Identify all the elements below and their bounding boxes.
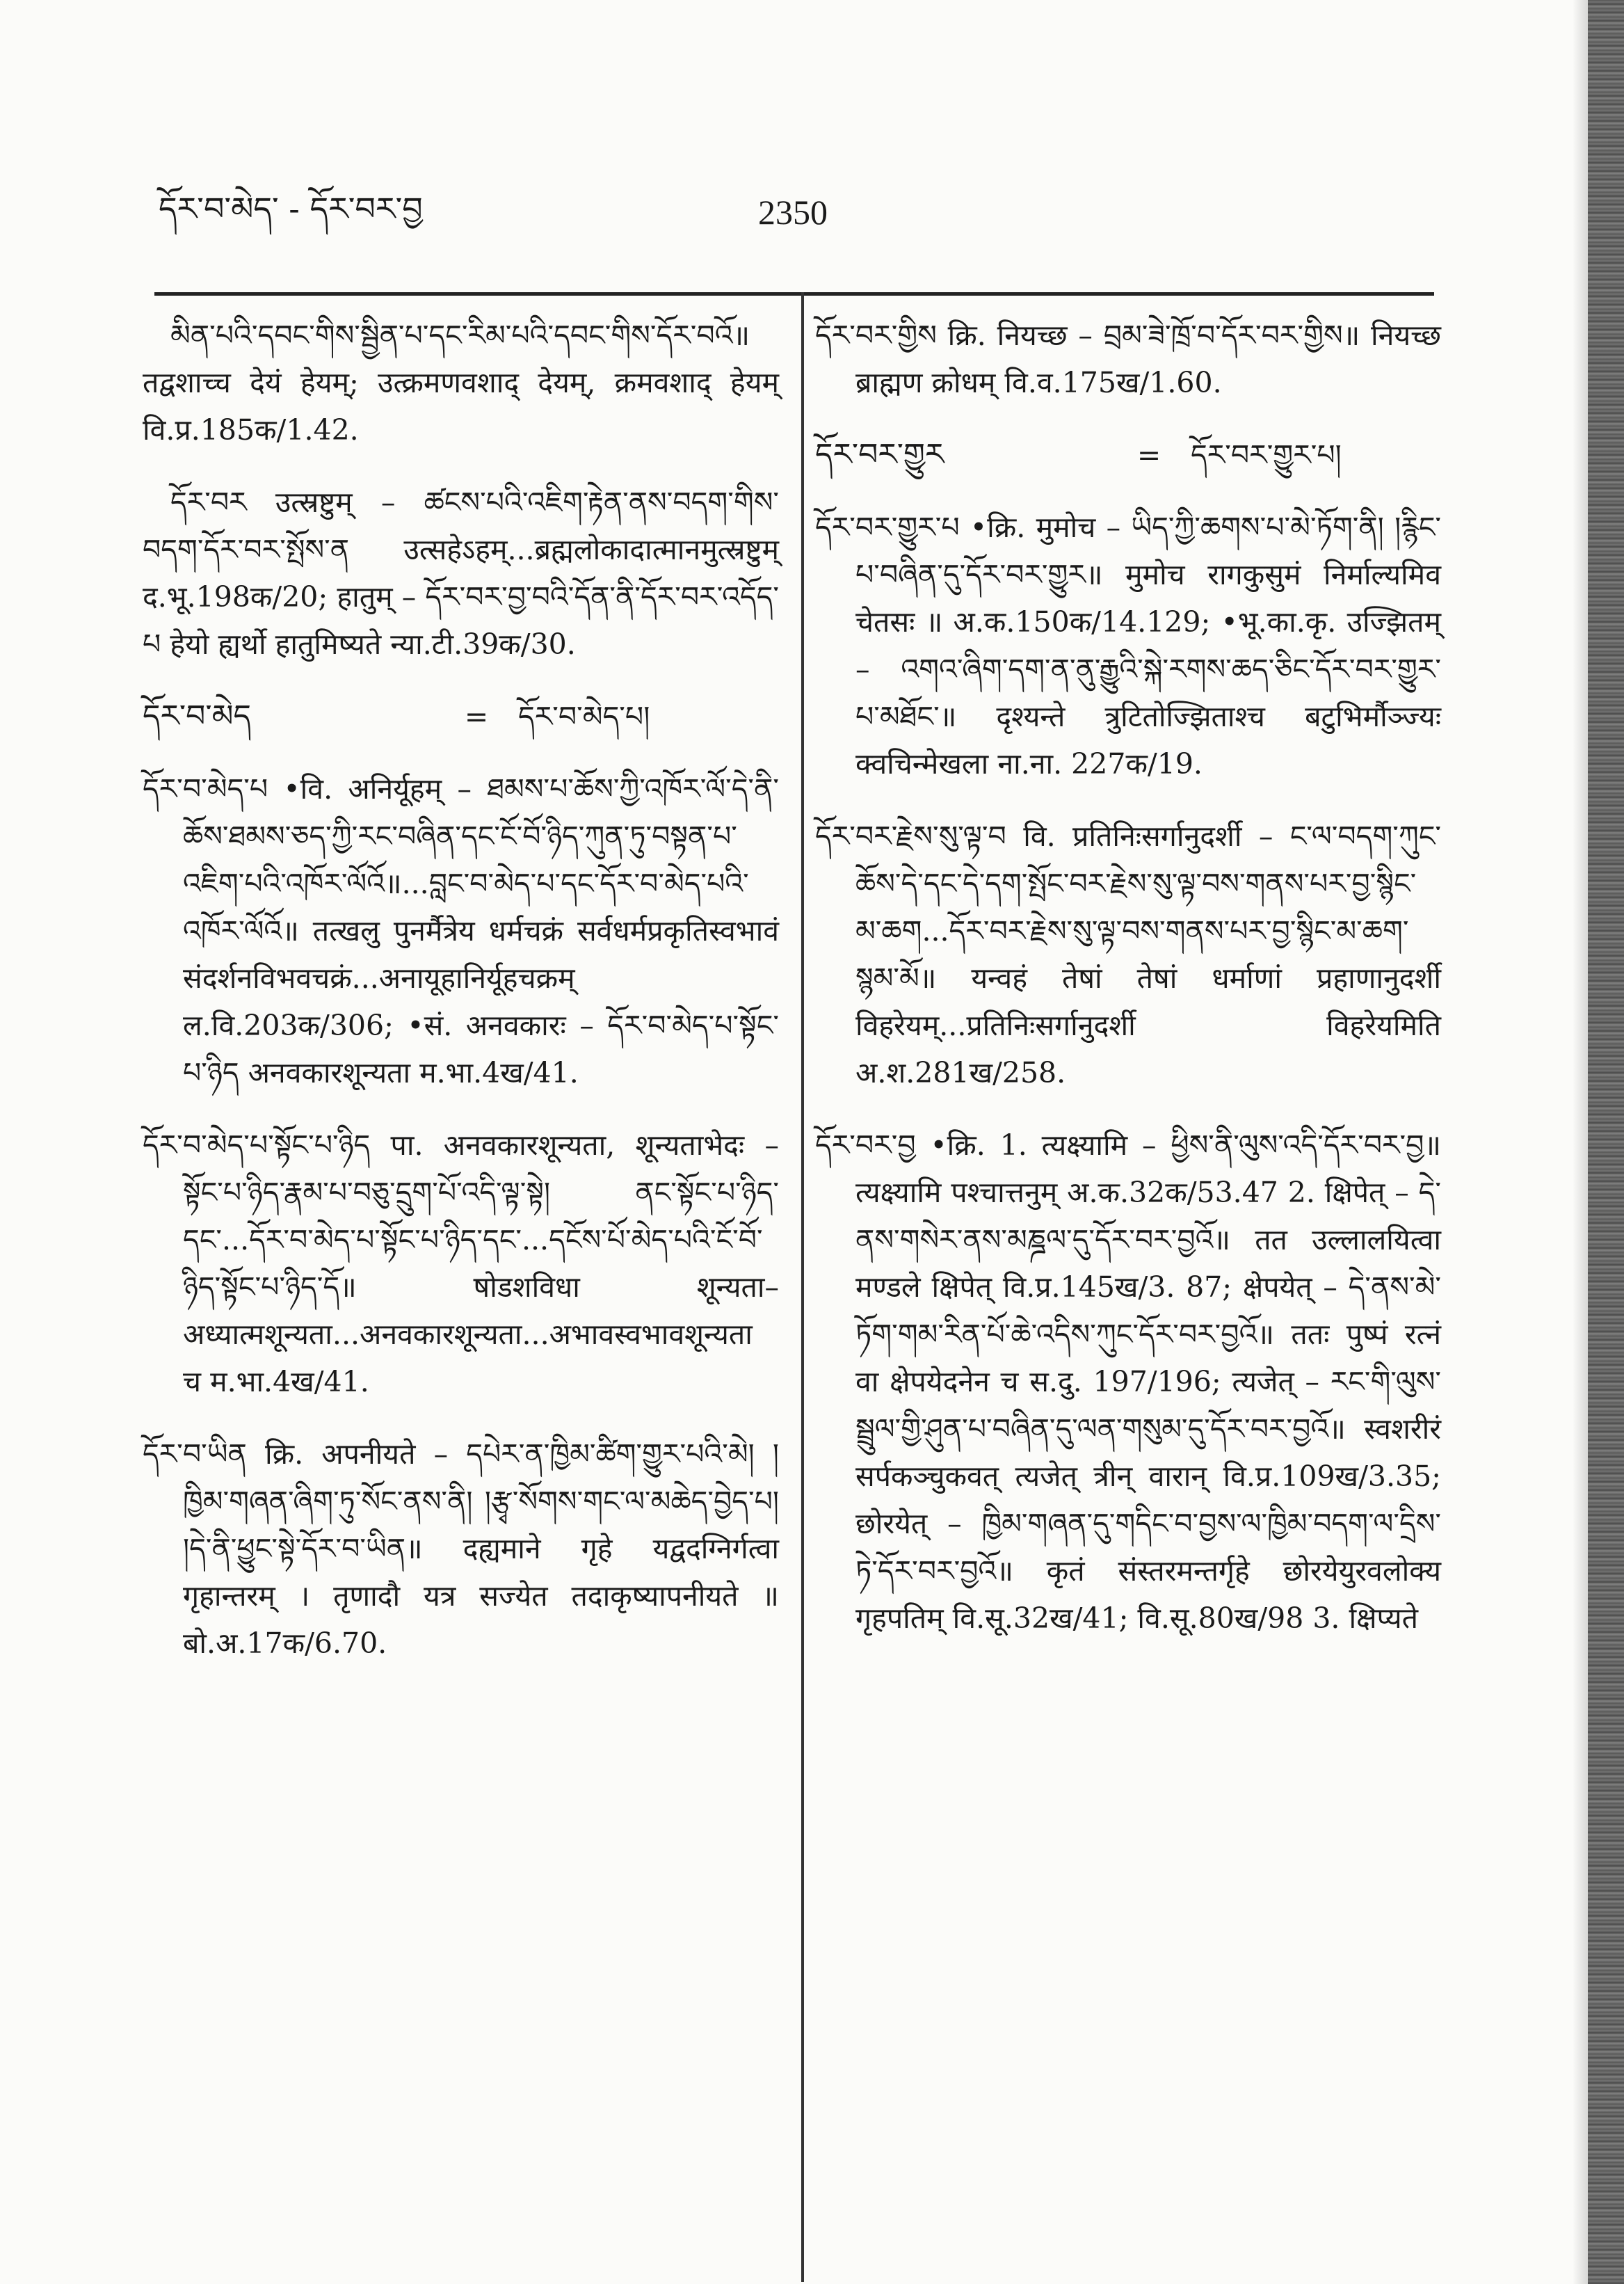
right-column [815, 312, 1441, 1667]
cross-reference-target: དོར་བར་གྱུར་པ། [1191, 438, 1342, 472]
entry-text: དོར་བ་མེད་པ་སྟོང་པ་ཉིད पा. अनवकारशून्यता, शून्यताभेदः – སྟོང་པ་ཉིད་རྣམ་པ་བཅུ་དྲུག་པོ་འདི་ལྟ་སྟེ། ནང་སྟོང་པ་ཉིད་དང་...དོར་བ་མེད་པ་སྟོང་པ་ཉིད་དང་...དངོས་པོ་མེད་པའི་ངོ་བོ་ཉིད་སྟོང་པ་ཉིད་དོ॥ षोडशविधा शून्यता–अध्यात्मशून्यता...अनवकारशून्यता...अभावस्वभावशून्यता च म.भा.4ख/41. [143, 1128, 779, 1398]
entry-text: དོར་བར་གྱིས क्रि. नियच्छ – བྲམ་ཟེ་ཁྲོ་བ་དོར་བར་གྱིས॥ नियच्छ ब्राह्मण क्रोधम् वि.व.175ख/1.60. [815, 319, 1441, 399]
cross-reference-headword: དོར་བ་མེད [143, 698, 251, 734]
continuation-text: མིན་པའི་དབང་གིས་སྦྱིན་པ་དང་རིམ་པའི་དབང་གིས་དོར་བའོ॥ तद्वशाच्च देयं हेयम्; उत्क्रमणवशाद् देयम्, क्रमवशाद् हेयम् वि.प्र.185क/1.42. [143, 319, 779, 447]
entry-text: དོར་བ་མེད་པ •वि. अनिर्यूहम् – ཐམས་པ་ཆོས་ཀྱི་འཁོར་ལོ་དེ་ནི་ཆོས་ཐམས་ཅད་ཀྱི་རང་བཞིན་དང་ངོ་བོ་ཉིད་ཀུན་ཏུ་བསྟན་པ་འཇིག་པའི་འཁོར་ལོའོ॥...བླང་བ་མེད་པ་དང་དོར་བ་མེད་པའི་འཁོར་ལོའོ॥ तत्खलु पुनर्मैत्रेय धर्मचक्रं सर्वधर्मप्रकृतिस्वभावं संदर्शनविभवचक्रं...अनायूहानिर्यूहचक्रम् ल.वि.203क/306; •सं. अनवकारः – དོར་བ་མེད་པ་སྟོང་པ་ཉིད अनवकारशून्यता म.भा.4ख/41. [143, 772, 779, 1089]
equals-sign: = [1136, 438, 1161, 472]
dictionary-entry [815, 504, 1441, 788]
page-number: 2350 [758, 193, 828, 232]
dictionary-entry [143, 1121, 779, 1405]
dictionary-entry [815, 1121, 1441, 1642]
cross-reference-target: དོར་བ་མེད་པ། [518, 700, 650, 733]
continuation-entry [143, 312, 779, 454]
entry-text: དོར་བར་བྱ •क्रि. 1. त्यक्ष्यामि – ཕྱིས་ནི་ལུས་འདི་དོར་བར་བྱ॥ त्यक्ष्यामि पश्चात्तनुम् अ.क.32क/53.47 2. क्षिपेत् – དེ་ནས་གསེར་ནས་མཎྜལ་དུ་དོར་བར་བྱའོ॥ तत उल्लालयित्वा मण्डले क्षिपेत् वि.प्र.145ख/3. 87; क्षेपयेत् – དེ་ནས་མེ་ཏོག་གམ་རིན་པོ་ཆེ་འདིས་ཀུང་དོར་བར་བྱའོ॥ ततः पुष्पं रत्नं वा क्षेपयेदनेन च स.दु. 197/196; त्यजेत् – རང་གི་ལུས་སྦྲུལ་གྱི་ཤུན་པ་བཞིན་དུ་ལན་གསུམ་དུ་དོར་བར་བྱའོ॥ स्वशरीरं सर्पकञ्चुकवत् त्यजेत् त्रीन् वारान् वि.प्र.109ख/3.35; छोरयेत् – ཁྱིམ་གཞན་དུ་གདིང་བ་བྱས་ལ་ཁྱིམ་བདག་ལ་དྲིས་ཏེ་དོར་བར་བྱའོ॥ कृतं संस्तरमन्तर्गृहे छोरयेयुरवलोक्य गृहपतिम् वि.सू.32ख/41; वि.सू.80ख/98 3. क्षिप्यते [815, 1128, 1441, 1635]
dictionary-entry [815, 813, 1441, 1096]
scan-edge-shadow [1588, 0, 1624, 2284]
sub-entry-text: དོར་བར उत्स्रष्टुम् – ཚངས་པའི་འཇིག་རྟེན་ནས་བདག་གིས་བདག་དོར་བར་སྤོས་ན उत्सहेऽहम्...ब्रह्मलोकादात्मानमुत्स्रष्टुम् द.भू.198क/20; हातुम् – དོར་བར་བྱ་བའི་དོན་ནི་དོར་བར་འདོད་པ हेयो ह्यर्थो हातुमिष्यते न्या.टी.39क/30. [143, 486, 779, 661]
entry-text: དོར་བ་ཡིན क्रि. अपनीयते – དཔེར་ན་ཁྱིམ་ཚིག་གྱུར་པའི་མེ། །ཁྱིམ་གཞན་ཞིག་ཏུ་སོང་ནས་ནི། །རྩྭ་སོགས་གང་ལ་མཆེད་བྱེད་པ། །དེ་ནི་ཕྱུང་སྟེ་དོར་བ་ཡིན॥ दह्यमाने गृहे यद्वदग्निर्गत्वा गृहान्तरम् । तृणादौ यत्र सज्येत तदाकृष्यापनीयते ॥ बो.अ.17क/6.70. [143, 1437, 779, 1660]
entry-text: དོར་བར་རྗེས་སུ་ལྟ་བ वि. प्रतिनिःसर्गानुदर्शी – ང་ལ་བདག་ཀུང་ཆོས་དེ་དང་དེ་དག་སྤོང་བར་རྗེས་སུ་ལྟ་བས་གནས་པར་བྱ་སྙིང་མ་ཆག...དོར་བར་རྗེས་སུ་ལྟ་བས་གནས་པར་བྱ་སྙིང་མ་ཆག་སྙམ་མོ॥ यन्वहं तेषां तेषां धर्माणां प्रहाणानुदर्शी विहरेयम्...प्रतिनिःसर्गानुदर्शी विहरेयमिति अ.श.281ख/258. [815, 820, 1441, 1089]
scan-edge-gradient [1573, 0, 1588, 2284]
equals-sign: = [464, 700, 489, 733]
dictionary-entry [143, 765, 779, 1096]
header-rule [154, 292, 1434, 296]
sub-entry [143, 479, 779, 668]
column-divider [801, 292, 804, 2282]
running-head: དོར་བ་མེད་ - དོར་བར་བྱ [159, 190, 423, 227]
dictionary-entry [143, 1430, 779, 1667]
entry-text: དོར་བར་གྱུར་པ •क्रि. मुमोच – ཡིད་ཀྱི་ཆགས་པ་མེ་ཏོག་ནི། །རྙིང་པ་བཞིན་དུ་དོར་བར་གྱུར॥ मुमोच रागकुसुमं निर्माल्यमिव चेतसः ॥ अ.क.150क/14.129; •भू.का.कृ. उज्झितम् – འགའ་ཞིག་དག་ན་ནུ་རྒྱུའི་སྐེ་རགས་ཆད་ཅིང་དོར་བར་གྱུར་པ་མཐོང་॥ दृश्यन्ते त्रुटितोज्झिताश्च बटुभिर्मौञ्ज्यः क्वचिन्मेखला ना.ना. 227क/19. [815, 511, 1441, 781]
dictionary-entry [815, 312, 1441, 406]
cross-reference-entry [815, 431, 1441, 479]
cross-reference-headword: དོར་བར་གྱུར [815, 437, 944, 472]
left-column [143, 312, 779, 1692]
cross-reference-entry [143, 693, 779, 740]
